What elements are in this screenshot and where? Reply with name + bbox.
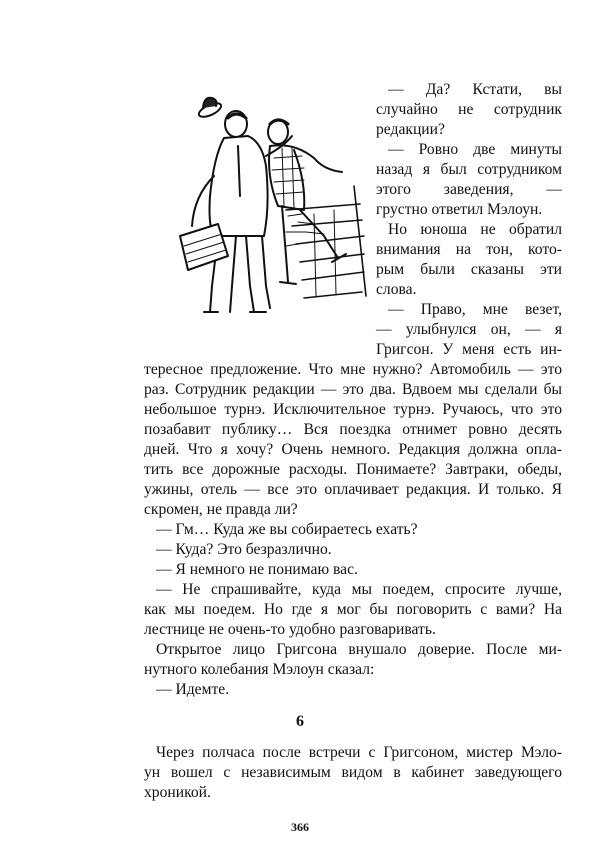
text-line: — Право, мне везет, bbox=[388, 301, 562, 318]
hat-icon bbox=[197, 98, 223, 120]
text-line: Но юноша не обратил bbox=[388, 221, 562, 238]
text-line: этого заведения, — bbox=[376, 181, 562, 198]
text-line: рым были сказаны эти bbox=[376, 261, 562, 278]
text-line: — улыбнулся он, — я bbox=[376, 321, 562, 338]
text-line: хроникой. bbox=[144, 784, 211, 801]
text-line: дней. Что я хочу? Очень немного. Редакция должна опла- bbox=[144, 441, 562, 458]
text-line: как мы поедем. Но где я мог бы поговорить с вами? На bbox=[144, 601, 562, 618]
page-number: 366 bbox=[291, 820, 309, 834]
text-line: лестнице не очень-то удобно разговаривать. bbox=[144, 621, 436, 638]
text-line: случайно не сотрудник bbox=[376, 101, 562, 118]
staircase bbox=[286, 186, 366, 298]
text-line: — Ровно две минуты bbox=[388, 141, 562, 158]
illustration bbox=[174, 86, 370, 322]
text-line: Через полчаса после встречи с Григсоном, мистер Мэло- bbox=[156, 744, 562, 761]
text-line: тить все дорожные расходы. Понимаете? Завтраки, обеды, bbox=[144, 461, 562, 478]
briefcase-icon bbox=[180, 224, 228, 270]
text-line: — Не спрашивайте, куда мы поедем, спросите лучше, bbox=[156, 581, 562, 598]
text-line: тересное предложение. Что мне нужно? Автомобиль — это bbox=[144, 361, 562, 378]
text-line: ужины, отель — все это оплачивает редакция. И только. Я bbox=[144, 481, 562, 498]
text-line: позабавит публику… Вся поездка отнимет ровно десять bbox=[144, 421, 562, 438]
text-line: — Да? Кстати, вы bbox=[388, 81, 562, 98]
text-line: Григсон. У меня есть ин- bbox=[376, 341, 562, 358]
text-line: — Куда? Это безразлично. bbox=[156, 541, 332, 558]
young-man-checked-suit bbox=[268, 120, 346, 284]
text-line: назад я был сотрудником bbox=[376, 161, 562, 178]
chapter-number: 6 bbox=[296, 713, 304, 730]
text-line: — Гм… Куда же вы собираетесь ехать? bbox=[156, 521, 418, 538]
text-line: — Я немного не понимаю вас. bbox=[156, 561, 358, 578]
text-line: скромен, не правда ли? bbox=[144, 501, 298, 518]
text-line: редакции? bbox=[376, 121, 445, 138]
text-line: грустно ответил Мэлоун. bbox=[376, 201, 543, 218]
text-line: ун вошел с независимым видом в кабинет заведующего bbox=[144, 764, 562, 781]
text-line: слова. bbox=[376, 281, 417, 298]
text-line: раз. Сотрудник редакции — это два. Вдвоем мы сделали бы bbox=[144, 381, 562, 398]
text-line: Открытое лицо Григсона внушало доверие. После ми- bbox=[156, 641, 562, 658]
text-line: небольшое турнэ. Исключительное турнэ. Ручаюсь, что это bbox=[144, 401, 562, 418]
text-line: внимания на тон, кото- bbox=[376, 241, 562, 258]
text-line: нутного колебания Мэлоун сказал: bbox=[144, 661, 375, 678]
text-line: — Идемте. bbox=[156, 681, 230, 698]
